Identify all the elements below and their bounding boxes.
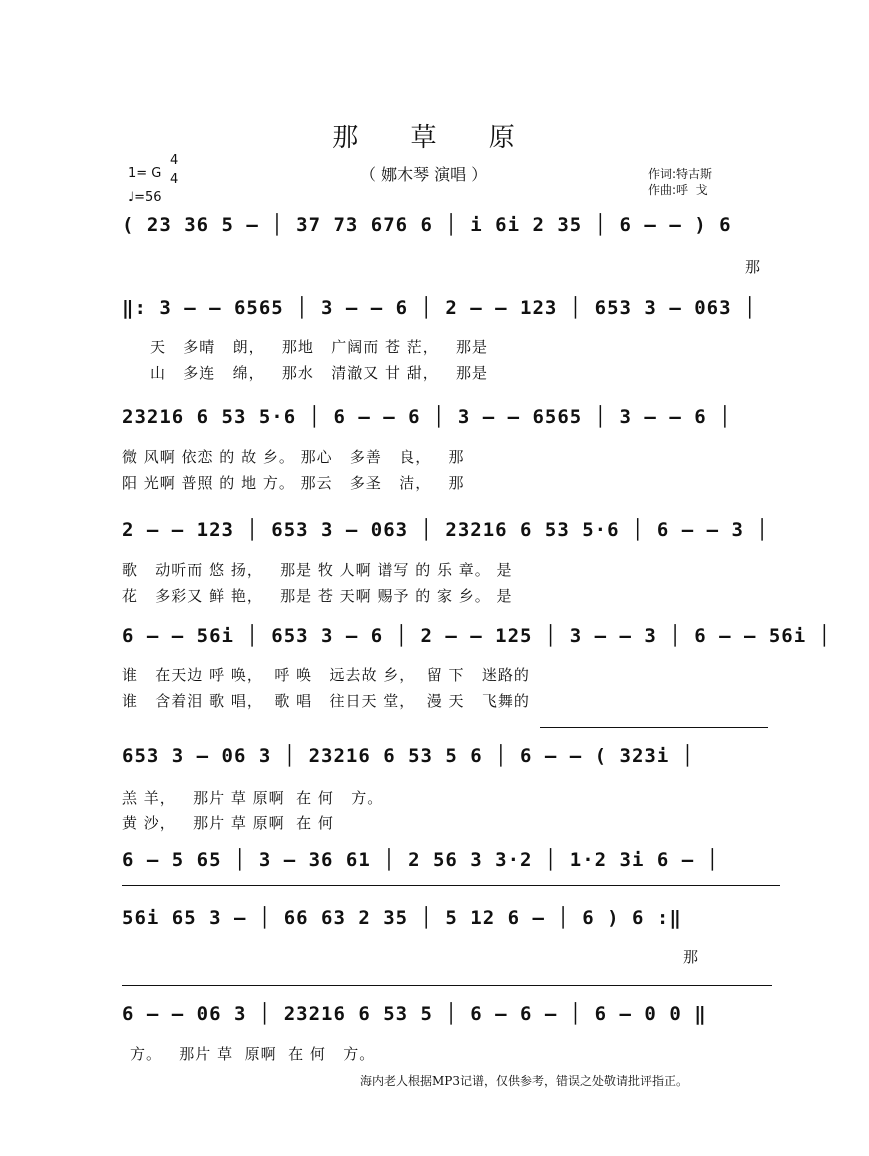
composer-credit: 作曲:呼 戈: [648, 183, 708, 197]
song-title: 那 草 原: [332, 123, 537, 153]
lyric-line-9-1: 方。 那片 草 原啊 在 何 方。: [130, 1045, 376, 1063]
lyric-line-6-1: 羔 羊， 那片 草 原啊 在 何 方。: [122, 789, 384, 807]
volta-bracket-2: [122, 985, 772, 986]
transcriber-note: 海内老人根据MP3记谱，仅供参考，错误之处敬请批评指正。: [360, 1074, 688, 1088]
notation-system-2: ‖: 3 – – 6565 │ 3 – – 6 │ 2 – – 123 │ 653 3 – 063 │: [122, 297, 757, 319]
tempo-marking: ♩=56: [128, 190, 162, 205]
lyric-line-6-2: 黄 沙， 那片 草 原啊 在 何: [122, 814, 334, 832]
notation-system-5: 6 – – 56i │ 653 3 – 6 │ 2 – – 125 │ 3 – – 3 │ 6 – – 56i │: [122, 625, 832, 647]
notation-system-3: 23216 6 53 5·6 │ 6 – – 6 │ 3 – – 6565 │ 3 – – 6 │: [122, 406, 732, 428]
song-subtitle: （ 娜木琴 演唱 ）: [360, 165, 488, 184]
lyric-line-5-1: 谁 在天边 呼 唤， 呼 唤 远去故 乡， 留 下 迷路的: [122, 666, 530, 684]
notation-system-9: 6 – – 06 3 │ 23216 6 53 5 │ 6 – 6 – │ 6 – 0 0 ‖: [122, 1003, 707, 1025]
lyric-line-8-1: 那: [683, 948, 700, 966]
volta-bracket-1: [540, 727, 768, 728]
lyric-line-3-2: 阳 光啊 普照 的 地 方。 那云 多圣 洁， 那: [122, 474, 465, 492]
lyric-line-4-1: 歌 动听而 悠 扬， 那是 牧 人啊 谱写 的 乐 章。 是: [122, 561, 513, 579]
notation-system-1: ( 23 36 5 – │ 37 73 676 6 │ i 6i 2 35 │ 6 – – ) 6: [122, 214, 732, 236]
notation-system-6: 653 3 – 06 3 │ 23216 6 53 5 6 │ 6 – – ( 323i │: [122, 745, 695, 767]
lyricist-credit: 作词:特古斯: [648, 167, 713, 181]
lyric-line-4-2: 花 多彩又 鲜 艳， 那是 苍 天啊 赐予 的 家 乡。 是: [122, 587, 513, 605]
system-divider: [122, 885, 780, 886]
lyric-line-2-1: 天 多晴 朗， 那地 广阔而 苍 茫， 那是: [150, 338, 489, 356]
lyric-line-1-1: 那: [745, 258, 762, 276]
lyric-line-5-2: 谁 含着泪 歌 唱， 歌 唱 往日天 堂， 漫 天 飞舞的: [122, 692, 530, 710]
key-signature: 1= G: [128, 166, 162, 181]
notation-system-7: 6 – 5 65 │ 3 – 36 61 │ 2 56 3 3·2 │ 1·2 3i 6 – │: [122, 849, 720, 871]
notation-system-4: 2 – – 123 │ 653 3 – 063 │ 23216 6 53 5·6 │ 6 – – 3 │: [122, 519, 769, 541]
lyric-line-3-1: 微 风啊 依恋 的 故 乡。 那心 多善 良， 那: [122, 448, 465, 466]
time-signature-top: 4: [170, 153, 179, 168]
time-signature-bottom: 4: [170, 172, 179, 187]
lyric-line-2-2: 山 多连 绵， 那水 清澈又 甘 甜， 那是: [150, 364, 489, 382]
notation-system-8: 56i 65 3 – │ 66 63 2 35 │ 5 12 6 – │ 6 ) 6 :‖: [122, 907, 682, 929]
